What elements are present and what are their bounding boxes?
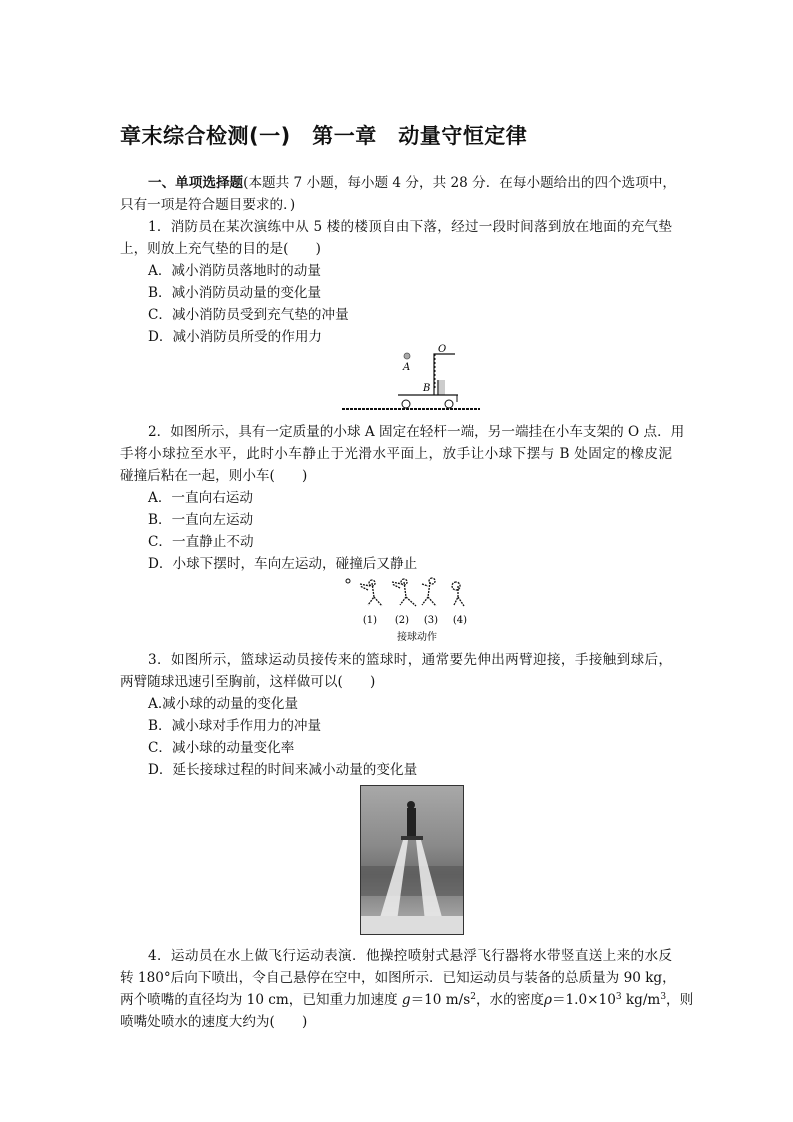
figure-caption: 接球动作 <box>397 632 437 643</box>
q2-option-b: B．一直向左运动 <box>148 512 254 528</box>
q4-stem-end: 喷嘴处喷水的速度大约为( ) <box>120 1014 308 1030</box>
q2-stem-cont2: 碰撞后粘在一起，则小车( ) <box>120 468 308 484</box>
q1-option-d: D．减小消防员所受的作用力 <box>148 329 323 345</box>
var-rho: ρ <box>543 992 552 1008</box>
figure-label-1: (1) <box>362 615 378 626</box>
label-o: O <box>438 344 447 355</box>
q3-option-a: A.减小球的动量的变化量 <box>148 696 299 712</box>
section-desc: (本题共 7 小题，每小题 4 分，共 28 分．在每小题给出的四个选项中， <box>243 175 677 191</box>
q3-option-c: C．减小球的动量变化率 <box>148 740 295 756</box>
q3-option-b: B．减小球对手作用力的冲量 <box>148 718 322 734</box>
figure-label-3: (3) <box>423 615 439 626</box>
page-title: 章末综合检测(一) 第一章 动量守恒定律 <box>120 124 528 148</box>
q4-stem-cont: 转 180°后向下喷出，令自己悬停在空中，如图所示．已知运动员与装备的总质量为 90 kg， <box>120 970 676 986</box>
q4-stem-formula <box>120 989 694 1011</box>
q3-option-d: D．延长接球过程的时间来减小动量的变化量 <box>148 762 418 778</box>
var-g: g <box>401 992 411 1008</box>
sup: 2 <box>470 992 476 1002</box>
sup: 3 <box>615 992 622 1002</box>
section-desc-cont: 只有一项是符合题目要求的．) <box>120 197 296 213</box>
label-b: B <box>423 383 431 394</box>
q2-stem: 2．如图所示，具有一定质量的小球 A 固定在轻杆一端，另一端挂在小车支架的 O 点．用 <box>148 424 685 440</box>
q1-option-b: B．减小消防员动量的变化量 <box>148 285 322 301</box>
text: 两个喷嘴的直径均为 10 cm，已知重力加速度 <box>120 992 402 1008</box>
cart-pendulum-figure <box>330 340 490 420</box>
q1-stem: 1．消防员在某次演练中从 5 楼的楼顶自由下落，经过一段时间落到放在地面的充气垫 <box>148 219 672 235</box>
label-a: A <box>403 362 411 373</box>
section-heading <box>148 172 677 194</box>
q1-option-a: A．减小消防员落地时的动量 <box>148 263 321 279</box>
q1-option-c: C．减小消防员受到充气垫的冲量 <box>148 307 349 323</box>
text: ＝1.0×10 <box>551 992 616 1008</box>
sup: 3 <box>660 992 667 1002</box>
q2-option-c: C．一直静止不动 <box>148 534 254 550</box>
section-label: 一、单项选择题 <box>148 175 244 191</box>
q2-option-d: D．小球下摆时，车向左运动，碰撞后又静止 <box>148 556 418 572</box>
figure-label-2: (2) <box>394 615 410 626</box>
q2-option-a: A．一直向右运动 <box>148 490 253 506</box>
q2-stem-cont: 手将小球拉至水平，此时小车静止于光滑水平面上，放手让小球下摆与 B 处固定的橡皮泥 <box>120 446 672 462</box>
q3-stem-cont: 两臂随球迅速引至胸前，这样做可以( ) <box>120 674 376 690</box>
catch-ball-figure <box>330 572 490 644</box>
text: ，则 <box>666 992 694 1008</box>
text: ＝10 m/s <box>410 992 471 1008</box>
flyboard-photo <box>360 785 464 935</box>
text: ，水的密度 <box>475 992 544 1008</box>
q3-stem: 3．如图所示，篮球运动员接传来的篮球时，通常要先伸出两臂迎接，手接触到球后， <box>148 652 672 668</box>
q1-stem-cont: 上，则放上充气垫的目的是( ) <box>120 241 321 257</box>
text: kg/m <box>621 992 661 1008</box>
q4-stem: 4．运动员在水上做飞行运动表演．他操控喷射式悬浮飞行器将水带竖直送上来的水反 <box>148 948 672 964</box>
figure-label-4: (4) <box>452 615 468 626</box>
